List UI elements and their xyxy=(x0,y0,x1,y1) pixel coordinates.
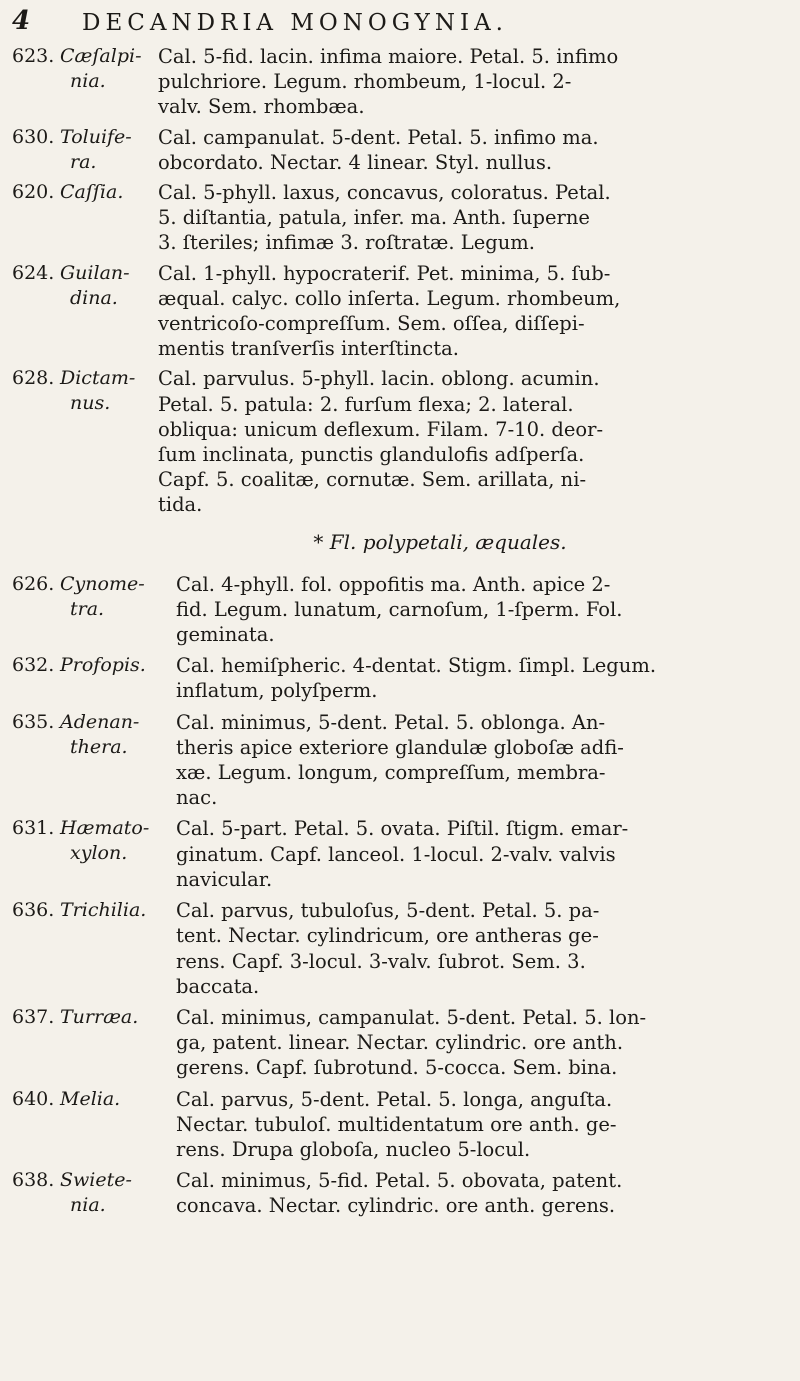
description-line: Cal. 5-fid. lacin. infima maiore. Petal. 5. infimo xyxy=(158,45,619,68)
entry-number: 628. xyxy=(12,367,55,390)
genus-entry xyxy=(0,653,800,703)
description-line: Cal. 5-phyll. laxus, concavus, coloratus. Petal. xyxy=(158,181,611,205)
genus-name-part: Dictam- xyxy=(60,367,136,390)
entry-number: 640. xyxy=(12,1087,55,1110)
description-line: navicular. xyxy=(176,867,273,891)
genus-entry xyxy=(0,572,800,648)
genus-name xyxy=(60,125,138,175)
genus-description xyxy=(176,1168,788,1218)
genus-entry xyxy=(0,816,800,892)
description-line: rens. Capf. 3-locul. 3-valv. ſubrot. Sem. 3. xyxy=(176,949,586,973)
description-line: rens. Drupa globoſa, nucleo 5-locul. xyxy=(176,1137,531,1161)
description-line: tent. Nectar. cylindricum, ore antheras ge- xyxy=(176,924,599,948)
genus-entry xyxy=(0,1087,800,1163)
genus-name-part: nia. xyxy=(70,70,106,92)
genus-name-part: Guilan- xyxy=(60,261,130,284)
genus-description xyxy=(176,816,788,892)
entry-number: 636. xyxy=(12,899,55,922)
genus-entry xyxy=(0,898,800,999)
description-line: theris apice exteriore glandulæ globoſæ adfi- xyxy=(176,735,624,759)
entry-number: 624. xyxy=(12,261,55,284)
genus-name-part: Cynome- xyxy=(60,572,145,595)
genus-entry xyxy=(0,1005,800,1081)
genus-name xyxy=(60,180,138,205)
description-line: Cal. campanulat. 5-dent. Petal. 5. infimo ma. xyxy=(158,125,599,149)
description-line: Cal. 5-part. Petal. 5. ovata. Piſtil. ſtigm. emar- xyxy=(176,817,629,841)
genus-description xyxy=(176,572,788,648)
genus-name-part: Turræa. xyxy=(60,1005,139,1028)
genus-name-part: thera. xyxy=(70,735,128,758)
genus-name-part: dina. xyxy=(70,286,118,309)
genus-name-part: nus. xyxy=(70,392,111,415)
genus-name xyxy=(60,898,147,923)
description-line: valv. Sem. rhombæa. xyxy=(158,95,365,119)
genus-name xyxy=(60,1005,138,1030)
description-line: Capf. 5. coalitæ, cornutæ. Sem. arillata, ni- xyxy=(158,468,587,492)
genus-entry xyxy=(0,710,800,811)
description-line: ſum inclinata, punctis glandulofis adſperſa. xyxy=(158,443,585,467)
description-line: nac. xyxy=(176,786,218,810)
description-line: gerens. Capf. ſubrotund. 5-cocca. Sem. bina. xyxy=(176,1056,618,1080)
genus-name-part: Cæſalpi- xyxy=(60,45,142,67)
genus-name-part: Trichilia. xyxy=(60,899,147,922)
genus-name xyxy=(60,816,150,866)
genus-name xyxy=(60,261,138,311)
genus-name-part: Toluife- xyxy=(60,125,132,148)
genus-name xyxy=(60,710,138,760)
genus-name-part: Hæmato- xyxy=(60,817,150,840)
genus-name-part: ra. xyxy=(70,150,97,173)
page-number: 4 xyxy=(12,6,31,36)
description-line: obcordato. Nectar. 4 linear. Styl. nullus. xyxy=(158,150,553,174)
description-line: xæ. Legum. longum, compreſſum, membra- xyxy=(176,761,606,785)
description-line: 5. diſtantia, patula, infer. ma. Anth. ſuperne xyxy=(158,206,590,230)
genus-entry xyxy=(0,125,800,175)
entry-number: 638. xyxy=(12,1169,55,1192)
entry-number: 637. xyxy=(12,1005,55,1028)
description-line: Petal. 5. patula: 2. furſum flexa; 2. lateral. xyxy=(158,392,574,416)
genus-name xyxy=(60,44,142,94)
description-line: pulchriore. Legum. rhombeum, 1-locul. 2- xyxy=(158,70,572,94)
description-line: fid. Legum. lunatum, carnoſum, 1-ſperm. Fol. xyxy=(176,597,623,621)
genus-entry xyxy=(0,261,800,362)
genus-entry xyxy=(0,366,800,517)
description-line: æqual. calyc. collo inſerta. Legum. rhombeum, xyxy=(158,286,621,310)
section-title: * Fl. polypetali, æquales. xyxy=(313,529,567,554)
description-line: baccata. xyxy=(176,974,260,998)
genus-name-part: Profopis. xyxy=(60,654,146,677)
genus-description xyxy=(158,44,788,120)
genus-name-part: Caſſia. xyxy=(60,181,124,204)
genus-name xyxy=(60,1168,138,1218)
genus-name-part: tra. xyxy=(70,597,105,620)
description-line: inflatum, polyſperm. xyxy=(176,679,378,703)
genus-description xyxy=(158,125,788,175)
description-line: mentis tranſverſis interſtincta. xyxy=(158,337,459,361)
genus-name xyxy=(60,572,145,622)
description-line: Cal. minimus, 5-fid. Petal. 5. obovata, patent. xyxy=(176,1169,623,1193)
genus-description xyxy=(176,898,788,999)
genus-name xyxy=(60,366,138,416)
entry-number: 620. xyxy=(12,181,55,204)
description-line: obliqua: unicum deflexum. Filam. 7-10. deor- xyxy=(158,417,604,441)
description-line: concava. Nectar. cylindric. ore anth. gerens. xyxy=(176,1194,616,1218)
description-line: ga, patent. linear. Nectar. cylindric. ore anth. xyxy=(176,1031,624,1055)
description-line: Cal. minimus, 5-dent. Petal. 5. oblonga. An- xyxy=(176,710,606,734)
description-line: Cal. parvus, tubuloſus, 5-dent. Petal. 5. pa- xyxy=(176,899,600,923)
genus-description xyxy=(158,366,788,517)
genus-name xyxy=(60,1087,138,1112)
entries-group-b xyxy=(0,572,800,1219)
description-line: Cal. minimus, campanulat. 5-dent. Petal. 5. lon- xyxy=(176,1005,647,1029)
description-line: Cal. hemiſpheric. 4-dentat. Stigm. ſimpl. Legum. xyxy=(176,654,657,678)
page-header xyxy=(0,0,800,44)
description-line: geminata. xyxy=(176,623,275,647)
entry-number: 630. xyxy=(12,125,55,148)
description-line: tida. xyxy=(158,493,203,517)
genus-description xyxy=(158,261,788,362)
genus-entry xyxy=(0,44,800,120)
genus-name xyxy=(60,653,146,678)
description-line: ginatum. Capf. lanceol. 1-locul. 2-valv. valvis xyxy=(176,842,616,866)
description-line: ventricoſo-compreſſum. Sem. oſſea, diſſepi- xyxy=(158,312,585,336)
entry-number: 632. xyxy=(12,654,55,677)
running-head: DECANDRIA MONOGYNIA. xyxy=(82,10,508,36)
genus-entry xyxy=(0,1168,800,1218)
description-line: 3. ſteriles; infimæ 3. roſtratæ. Legum. xyxy=(158,231,535,255)
genus-description xyxy=(176,710,788,811)
genus-description xyxy=(158,180,788,256)
genus-name-part: Adenan- xyxy=(60,710,140,733)
page-content xyxy=(0,44,800,1225)
genus-entry xyxy=(0,180,800,256)
entries-group-a xyxy=(0,44,800,518)
description-line: Cal. 4-phyll. fol. oppofitis ma. Anth. apice 2- xyxy=(176,572,611,596)
genus-name-part: xylon. xyxy=(70,842,128,865)
entry-number: 631. xyxy=(12,817,55,840)
description-line: Nectar. tubuloſ. multidentatum ore anth. ge- xyxy=(176,1112,617,1136)
genus-description xyxy=(176,1087,788,1163)
description-line: Cal. parvus, 5-dent. Petal. 5. longa, anguſta. xyxy=(176,1087,613,1111)
genus-description xyxy=(176,1005,788,1081)
genus-description xyxy=(176,653,788,703)
genus-name-part: nia. xyxy=(70,1194,106,1217)
entry-number: 623. xyxy=(12,45,55,67)
entry-number: 635. xyxy=(12,710,55,733)
entry-number: 626. xyxy=(12,572,55,595)
description-line: Cal. 1-phyll. hypocraterif. Pet. minima, 5. ſub- xyxy=(158,261,611,285)
genus-name-part: Swiete- xyxy=(60,1169,132,1192)
genus-name-part: Melia. xyxy=(60,1087,121,1110)
description-line: Cal. parvulus. 5-phyll. lacin. oblong. acumin. xyxy=(158,367,600,391)
